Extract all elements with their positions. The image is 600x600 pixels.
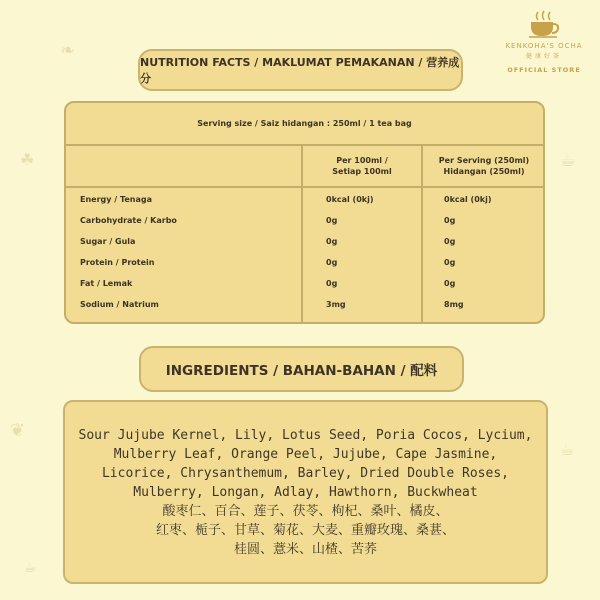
nutrition-title (138, 49, 463, 91)
column-header-line: Hidangan (250ml) (443, 167, 525, 176)
per-serving-value: 8mg (444, 300, 464, 309)
per-serving-value: 0g (444, 237, 456, 246)
leaf-doodle-icon: ☘ (20, 150, 35, 169)
ingredients-line: Sour Jujube Kernel, Lily, Lotus Seed, Poria Cocos, Lycium, (78, 427, 533, 443)
column-header-line: Per Serving (250ml) (438, 156, 530, 165)
table-row (66, 189, 543, 210)
per-serving-value: 0g (444, 258, 456, 267)
ingredients-list (79, 426, 533, 559)
per-100ml-value: 0g (326, 237, 338, 246)
ingredients-box (63, 400, 548, 584)
ingredients-line: 酸枣仁、百合、莲子、茯苓、枸杞、桑叶、橘皮、 (162, 503, 449, 519)
cup-doodle-icon: ☕ (24, 560, 37, 576)
per-serving-value: 0g (444, 216, 456, 225)
ingredients-title-text: INGREDIENTS / BAHAN-BAHAN / 配料 (165, 363, 438, 379)
table-row (66, 252, 543, 273)
ingredients-line: Licorice, Chrysanthemum, Barley, Dried Double Roses, (101, 465, 509, 481)
per-100ml-value: 0kcal (0kj) (326, 195, 374, 204)
table-row (66, 231, 543, 252)
per-serving-value: 0g (444, 279, 456, 288)
official-store-label: OFFICIAL STORE (507, 66, 581, 74)
nutrition-table (64, 101, 545, 324)
header-divider (66, 186, 543, 188)
column-header-per-100ml (303, 146, 421, 186)
brand-chinese-name: 健康好茶 (525, 53, 562, 60)
cup-doodle-icon: ☕ (560, 150, 577, 171)
serving-size: Serving size / Saiz hidangan : 250ml / 1 tea bag (66, 103, 543, 146)
nutrient-label: Sugar / Gula (80, 237, 136, 246)
nutrient-label: Protein / Protein (80, 258, 155, 267)
per-100ml-value: 0g (326, 216, 338, 225)
per-100ml-value: 0g (326, 279, 338, 288)
nutrient-label: Fat / Lemak (80, 279, 133, 288)
per-100ml-value: 3mg (326, 300, 346, 309)
leaf-doodle-icon: ❦ (10, 420, 26, 441)
leaf-doodle-icon: ❧ (60, 40, 76, 61)
brand-name: KENKOHA'S OCHA (505, 42, 583, 50)
ingredients-title (139, 346, 464, 392)
ingredients-line: 桂圆、薏米、山楂、苦荞 (233, 541, 377, 557)
nutrient-label: Energy / Tenaga (80, 195, 153, 204)
ingredients-line: Mulberry, Longan, Adlay, Hawthorn, Buckwheat (133, 484, 478, 500)
nutrition-title-text: NUTRITION FACTS / MAKLUMAT PEMAKANAN / 营养成分 (140, 56, 460, 85)
table-row (66, 294, 543, 315)
per-100ml-value: 0g (326, 258, 338, 267)
column-header-line: Setiap 100ml (332, 167, 392, 176)
column-header-line: Per 100ml / (336, 156, 388, 165)
cup-doodle-icon: ☕ (560, 440, 575, 459)
nutrient-label: Sodium / Natrium (80, 300, 159, 309)
table-row (66, 273, 543, 294)
ingredients-line: 红枣、栀子、甘草、菊花、大麦、重瓣玫瑰、桑葚、 (155, 522, 455, 538)
nutrient-label: Carbohydrate / Karbo (80, 216, 177, 225)
ingredients-line: Mulberry Leaf, Orange Peel, Jujube, Cape Jasmine, (113, 446, 498, 462)
per-serving-value: 0kcal (0kj) (444, 195, 492, 204)
column-header-per-serving (423, 146, 545, 186)
teacup-logo-icon (527, 10, 561, 40)
brand-logo (498, 10, 590, 74)
table-row (66, 210, 543, 231)
